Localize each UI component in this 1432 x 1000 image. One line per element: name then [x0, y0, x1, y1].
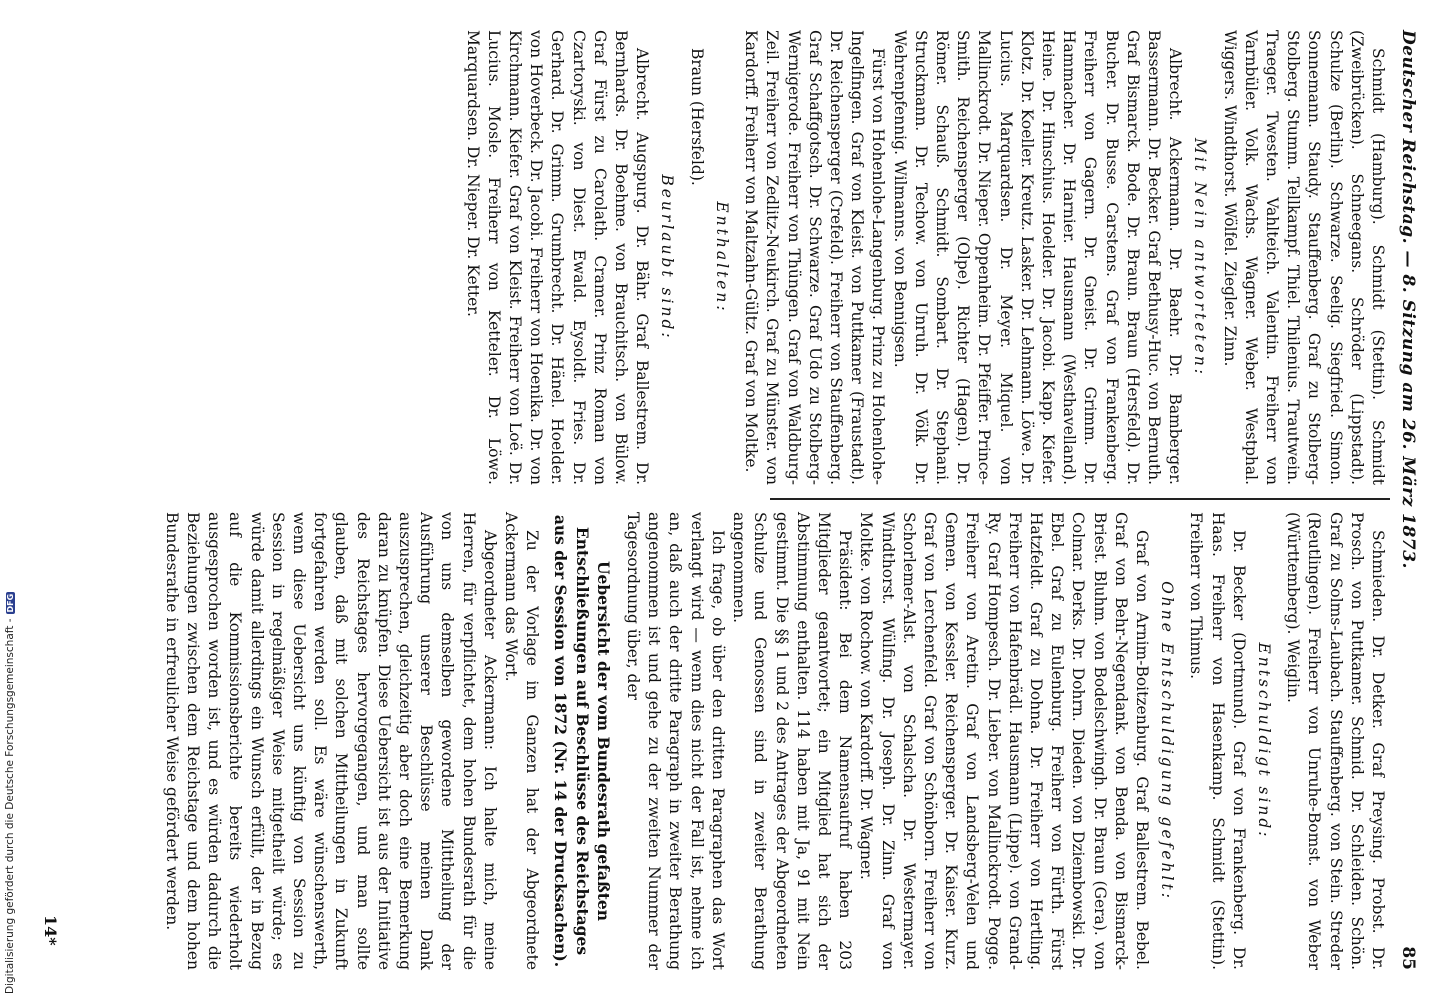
section-heading: Enthalten: — [712, 201, 731, 314]
agenda-item-title: Uebersicht der vom Bundesrath gefaßten Entschließungen auf Beschlüsse des Reichstages aus der Session von 1872 (Nr. 14 der Drucksachen). — [551, 514, 613, 968]
digitization-credit — [2, 593, 18, 994]
section-heading: Ohne Entschuldigung gefehlt: — [1158, 581, 1177, 901]
paragraph: Zu der Vorlage im Ganzen hat der Abgeordnete Ackermann das Wort. — [502, 512, 542, 970]
left-column — [248, 30, 1388, 485]
paragraph: Fürst von Hohenlohe-Langenburg. Prinz zu Hohenlohe-Ingelfingen. Graf von Kleist. von Puttkamer (Fraustadt). Dr. Reichensperger (Crefeld). Freiherr von Stauffenberg. Graf Schaffgotsch. Dr. Schwarze. Graf Udo zu Stolberg-Wernigerode. Freiherr von Thüngen. Graf von Waldburg-Zeil. Freiherr von Zedlitz-Neukirch. Graf zu Münster. von Kardorff. Freiherr von Maltzahn-Gültz. Graf von Moltke. — [742, 30, 888, 485]
section-heading: Mit Nein antworteten: — [1191, 137, 1210, 378]
paragraph: Schmidt (Hamburg). Schmidt (Stettin). Schmidt (Zweibrücken). Schneegans. Schröder (Lippstadt). Schulze (Berlin). Schwarze. Seelig. Siegfried. Simon. Sonnemann. Staudy. Stauffenberg. Graf zu Stolberg-Stolberg. Stumm. Tellkampf. Thiel. Thilenius. Trautwein. Traeger. Twesten. Vahlteich. Valentin. Freiherr von Varnbüler. Volk. Wachs. Wagner. Weber. Westphal. Wiggers. Windthorst. Wölfel. Ziegler. Zinn. — [1220, 30, 1387, 485]
dfg-logo-icon: DFG — [5, 593, 15, 613]
paragraph: Albrecht. Ackermann. Dr. Baehr. Dr. Bamberger. Bassermann. Dr. Becker. Graf Bethusy-Huc. von Bernuth. Graf Bismarck. Bode. Dr. Braun. Braun (Hersfeld). Dr. Bucher. Dr. Busse. Carstens. Graf von Frankenberg. Freiherr von Gagern. Dr. Gneist. Dr. Grimm. Dr. Hammacher. Dr. Harnier. Hausmann (Westhavelland). Heine. Dr. Hinschius. Hoelder. Dr. Jacobi. Kapp. Kiefer. Klotz. Dr. Koeller. Kreutz. Lasker. Dr. Lehmann. Löwe. Dr. Lucius. Marquardsen. Dr. Meyer. Miquel. von Mallinckrodt. Dr. Nieper. Oppenheim. Dr. Pfeiffer. Prince-Smith. Reichensperger (Olpe). Richter (Hagen). Dr. Römer. Schauß. Schmidt. Sombart. Dr. Stephani. Struckmann. Dr. Techow. von Unruh. Dr. Völk. Dr. Wehrenpfennig. Wilmanns. von Bennigsen. — [890, 30, 1185, 485]
paragraph: Dr. Becker (Dortmund). Graf von Frankenberg. Dr. Haas. Freiherr von Hasenkamp. Schmidt (Stettin). Freiherr von Thimus. — [1187, 512, 1248, 970]
page-header-title: Deutscher Reichstag. — 8. Sitzung am 26. März 1873. — [1398, 30, 1418, 569]
section-heading: Beurlaubt sind: — [658, 174, 677, 341]
paragraph: Albrecht. Augspurg. Dr. Bähr. Graf Ballestrem. Dr. Bernhards. Dr. Boehme. von Brauchitsch. von Bülow. Graf Fürst zu Carolath. Cramer. Prinz Roman von Czartoryski. von Diest. Ewald. Eysoldt. Fries. Dr. Gerhard. Dr. Grimm. Grumbrecht. Dr. Hänel. Hoelder. von Hoverbeck. Dr. Jacobi. Freiherr von Hoenika. Dr. von Kirchmann. Kiefer. Graf von Kleist. Freiherr von Loë. Dr. Lucius. Mosle. Freiherr von Ketteler. Dr. Löwe. Marquardsen. Dr. Nieper. Dr. Ketter. — [463, 30, 652, 485]
section-heading: Entschuldigt sind: — [1254, 642, 1273, 840]
credit-text: Digitalisierung gefördert durch die Deutsche Forschungsgemeinschaft - — [4, 618, 16, 994]
paragraph: Ich frage, ob über den dritten Paragraphen das Wort verlangt wird — wenn dies nicht der Fall ist, nehme ich an, daß auch der dritte Paragraph in zweiter Berathung angenommen ist und gehe zu der zweiten Nummer der Tagesordnung über, der — [624, 512, 727, 970]
paragraph: Abgeordneter Ackermann: Ich halte mich, meine Herren, für verpflichtet, dem hohen Bundesrath für die von uns demselben gewordene Mittheilung der Ausführung unserer Beschlüsse meinen Dank auszusprechen, gleichzeitig aber doch eine Bemerkung daran zu knüpfen. Diese Uebersicht ist aus der Initiative des Reichstages hervorgegangen, und man sollte glauben, daß mit solchen Mittheilungen in Zukunft fortgefahren werden soll. Es wäre wünschenswerth, wenn diese Uebersicht uns künftig von Session zu Session in regelmäßiger Weise mitgetheilt würde; es würde damit allerdings ein Wunsch erfüllt, der in Bezug auf die Kommissionsberichte bereits wiederholt ausgesprochen worden ist, und es würden dadurch die Beziehungen zwischen dem Reichstage und dem hohen Bundesrathe in erfreulicher Weise gefördert werden. — [162, 512, 499, 970]
column-divider — [770, 498, 1390, 500]
paragraph: Graf von Arnim-Boitzenburg. Graf Ballestrem. Bebel. Graf von Behr-Negendank. von Benda. von Bismarck-Briest. Bluhm. von Bodelschwingh. Dr. Braun (Gera). von Colmar. Derks. Dr. Dohrn. Dieden. von Dziembowski. Dr. Ebel. Graf zu Eulenburg. Freiherr von Fürth. Fürst Hatzfeldt. Graf zu Dohna. Dr. Freiherr von Hertling. Freiherr von Hafenbrädl. Hausmann (Lippe). von Grand-Ry. Graf Hompesch. Dr. Lieber. von Mallinckrodt. Pogge. Freiherr von Aretin. Graf von Landsberg-Velen und Gemen. von Kessler. Reichensperger. Dr. Kaiser. Kurz. Graf von Lerchenfeld. Graf von Schönborn. Freiherr von Schorlemer-Alst. von Schalscha. Dr. Westermayer. Windthorst. Wülfing. Dr. Joseph. Dr. Zinn. Graf von Moltke. von Rochow. von Kardorff. Dr. Wagner. — [857, 512, 1151, 970]
page-header — [1394, 30, 1422, 970]
paragraph: Präsident: Bei dem Namensaufruf haben 203 Mitglieder geantwortet; ein Mitglied hat sich der Abstimmung enthalten. 114 haben mit Ja, 91 mit Nein gestimmt. Die §§ 1 und 2 des Antrages der Abgeordneten Schulze und Genossen sind in zweiter Berathung angenommen. — [730, 512, 855, 970]
right-column — [162, 512, 1388, 970]
paragraph: Schmieden. Dr. Detker. Graf Preysing. Probst. Dr. Prosch. von Puttkamer. Schmid. Dr. Schleiden. Schön. Graf zu Solms-Laubach. Stauffenberg. von Stein. Streder (Reutlingen). Freiherr von Unruhe-Bomst. von Weber (Württemberg). Weiglin. — [1284, 512, 1387, 970]
signature-mark: 14* — [41, 915, 60, 946]
paragraph: Braun (Hersfeld). — [687, 48, 706, 186]
page-number: 85 — [1398, 946, 1418, 970]
